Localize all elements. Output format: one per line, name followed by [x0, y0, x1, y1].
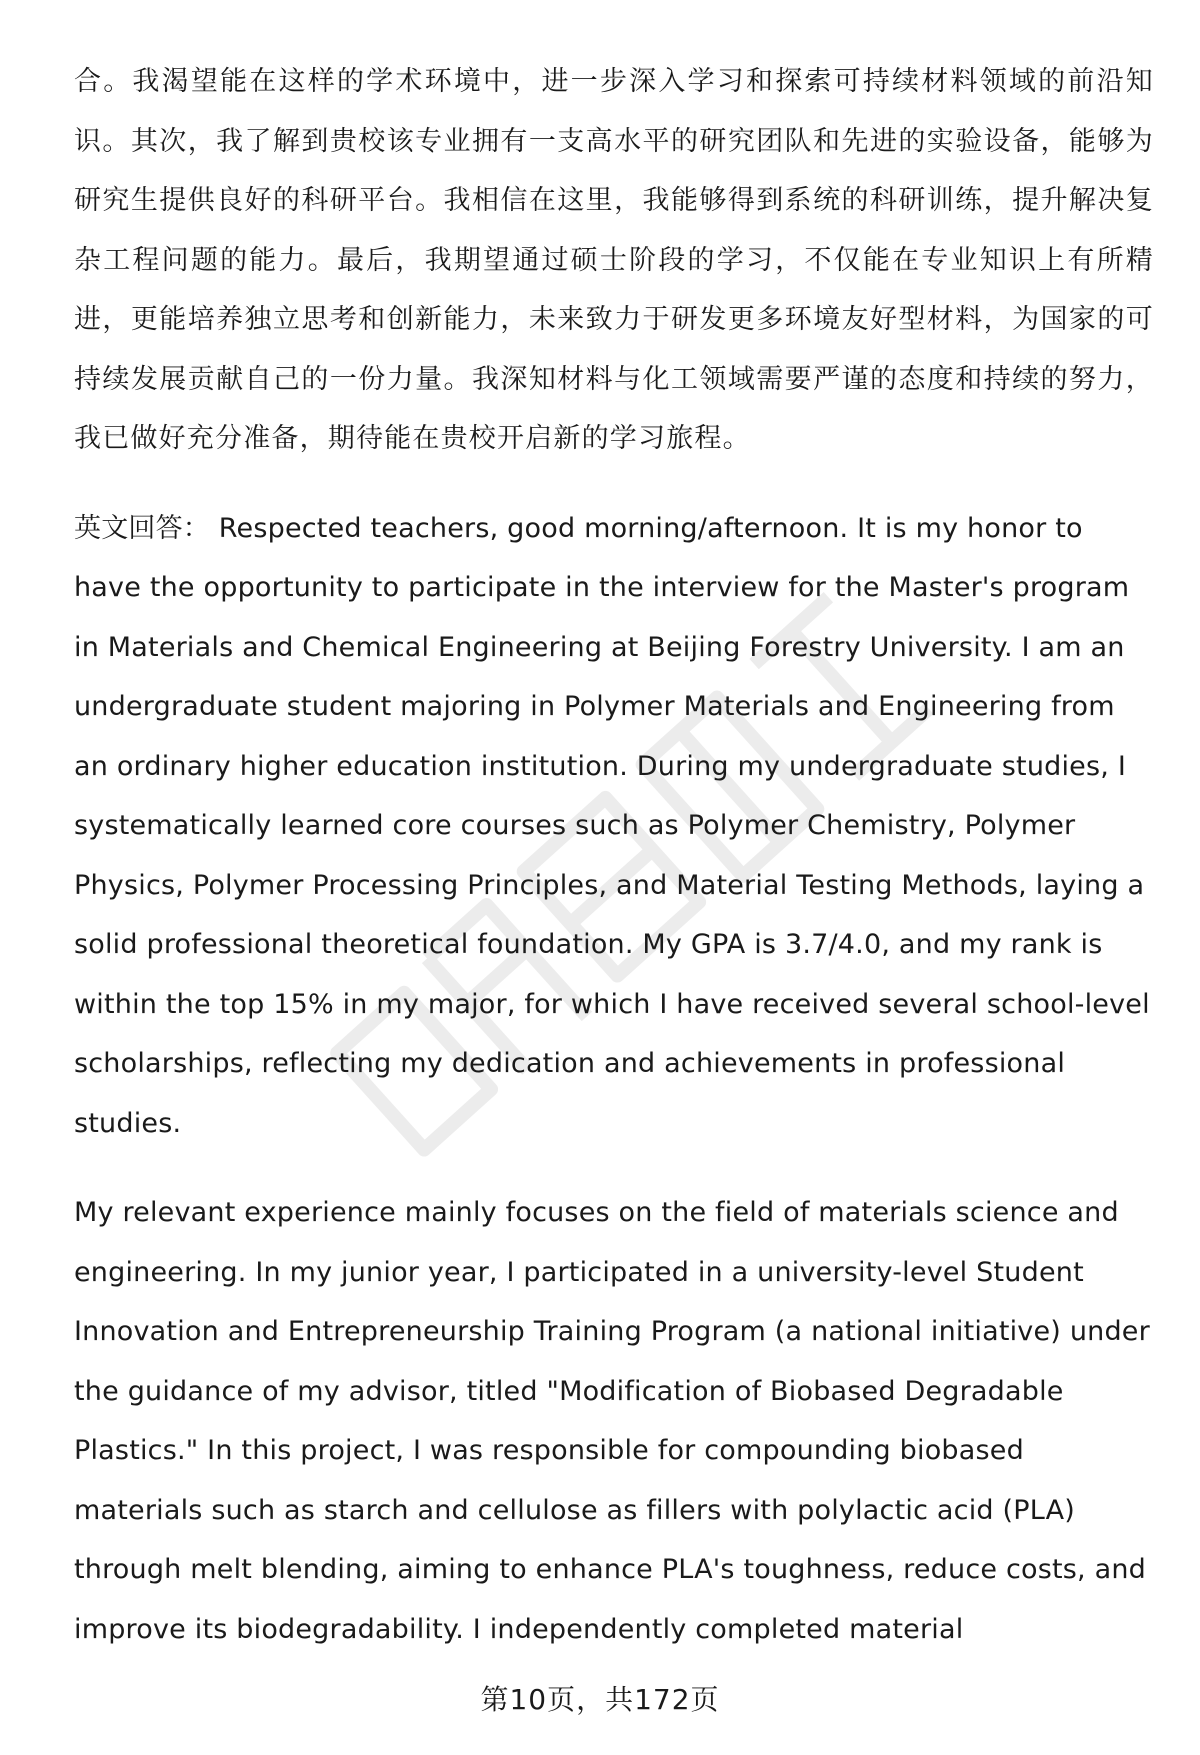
paragraph-relevant-experience: My relevant experience mainly focuses on the field of materials science and engineering. In my junior year, I participated in a university-level Student Innovation and Entrepreneurship Training Program (a national initiative) under the guidance of my advisor, titled "Modification of Biobased Degradable Plastics." In this project, I was responsible for compounding biobased materials such as starch and cellulose as fillers with polylactic acid (PLA) through melt blending, aiming to enhance PLA's toughness, reduce costs, and improve its biodegradability. I independently completed material — [74, 1197, 1150, 1645]
paragraph-english-answer-intro: 英文回答： Respected teachers, good morning/afternoon. It is my honor to have the opportunity to participate in the interview for the Master's program in Materials and Chemical Engineering at Beijing Forestry University. I am an undergraduate student majoring in Polymer Materials and Engineering from an ordinary higher education institution. During my undergraduate studies, I systematically learned core courses such as Polymer Chemistry, Polymer Physics, Polymer Processing Principles, and Material Testing Methods, laying a solid professional theoretical foundation. My GPA is 3.7/4.0, and my rank is within the top 15% in my major, for which I have received several school-level scholarships, reflecting my dedication and achievements in professional studies. — [74, 512, 1150, 1139]
page-footer-number: 第10页，共172页 — [480, 1683, 720, 1716]
document-body — [74, 52, 1154, 1659]
paragraph-chinese-continuation: 合。我渴望能在这样的学术环境中，进一步深入学习和探索可持续材料领域的前沿知识。其次，我了解到贵校该专业拥有一支高水平的研究团队和先进的实验设备，能够为研究生提供良好的科研平台。我相信在这里，我能够得到系统的科研训练，提升解决复杂工程问题的能力。最后，我期望通过硕士阶段的学习，不仅能在专业知识上有所精进，更能培养独立思考和创新能力，未来致力于研发更多环境友好型材料，为国家的可持续发展贡献自己的一份力量。我深知材料与化工领域需要严谨的态度和持续的努力，我已做好充分准备，期待能在贵校开启新的学习旅程。 — [74, 66, 1154, 454]
